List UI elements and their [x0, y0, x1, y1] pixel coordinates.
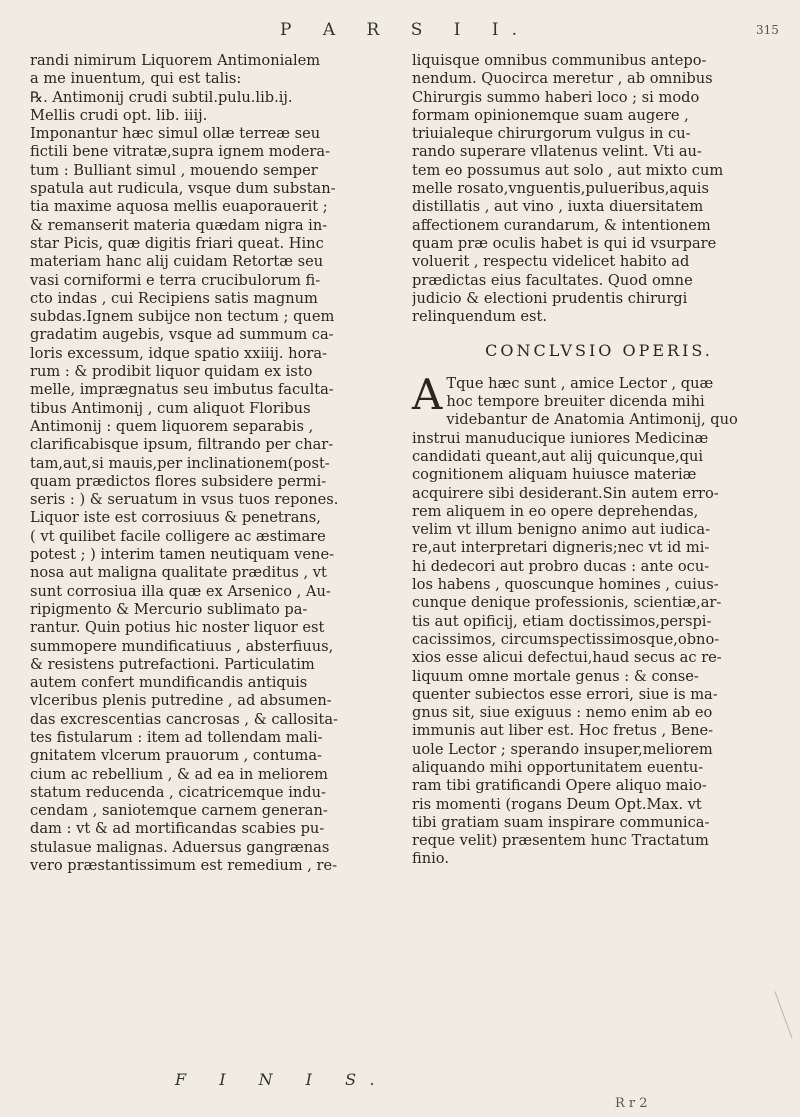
text-line: acquirere sibi desiderant.Sin autem erro-: [412, 484, 719, 502]
text-line: judicio & electioni prudentis chirurgi: [412, 289, 688, 307]
bleed-through-mark: [774, 991, 792, 1038]
text-line: Liquor iste est corrosiuus & penetrans,: [30, 509, 321, 527]
text-line: cacissimos, circumspectissimosque,obno-: [412, 630, 720, 648]
text-line: star Picis, quæ digitis friari queat. Hinc: [30, 234, 324, 252]
text-line: seris : ) & seruatum in vsus tuos repones.: [30, 491, 339, 509]
conclusion-paragraph: [412, 369, 786, 869]
text-line: cto indas , cui Recipiens satis magnum: [30, 289, 318, 307]
text-line: tibi gratiam suam inspirare communica-: [412, 813, 710, 831]
text-line: a me inuentum, qui est talis:: [30, 70, 242, 88]
text-line: rando superare vllatenus velint. Vti au-: [412, 143, 702, 161]
text-line: relinquendum est.: [412, 308, 547, 326]
text-line: vasi corniformi e terra crucibulorum fi-: [30, 271, 321, 289]
text-line: dam : vt & ad mortificandas scabies pu-: [30, 820, 325, 838]
text-line: melle, imprægnatus seu imbutus faculta-: [30, 381, 334, 399]
text-line: velim vt illum benigno animo aut iudica-: [412, 521, 711, 539]
text-line: Tque hæc sunt , amice Lector , quæ: [446, 374, 714, 392]
drop-cap: A: [412, 369, 443, 419]
right-column: [412, 52, 786, 869]
text-line: das excrescentias cancrosas , & callosita-: [30, 710, 338, 728]
text-line: tibus Antimonij , cum aliquot Floribus: [30, 399, 311, 417]
page-number: 315: [756, 23, 779, 37]
text-line: fictili bene vitratæ,supra ignem modera-: [30, 143, 331, 161]
text-line: reque velit) præsentem hunc Tractatum: [412, 832, 709, 850]
text-line: tes fistularum : item ad tollendam mali-: [30, 728, 323, 746]
text-line: liquum omne mortale genus : & conse-: [412, 667, 699, 685]
text-line: candidati queant,aut alij quicunque,qui: [412, 447, 704, 465]
text-line: quenter subiectos esse errori, siue is ma-: [412, 685, 718, 703]
text-line: materiam hanc alij cuidam Retortæ seu: [30, 253, 324, 271]
text-line: cendam , saniotemque carnem generan-: [30, 802, 328, 820]
text-line: ris momenti (rogans Deum Opt.Max. vt: [412, 795, 702, 813]
text-line: tis aut opificij, etiam doctissimos,perspi-: [412, 612, 712, 630]
text-line: cognitionem aliquam huiusce materiæ: [412, 466, 697, 484]
text-line: affectionem curandarum, & intentionem: [412, 216, 711, 234]
text-line: autem confert mundificandis antiquis: [30, 674, 308, 692]
text-line: statum reducenda , cicatricemque indu-: [30, 783, 326, 801]
text-line: xios esse alicui defectui,haud secus ac re-: [412, 649, 722, 667]
text-line: ram tibi gratificandi Opere aliquo maio-: [412, 777, 707, 795]
text-line: prædictas eius facultates. Quod omne: [412, 271, 693, 289]
text-line: re,aut interpretari digneris;nec vt id mi-: [412, 539, 710, 557]
text-line: ( vt quilibet facile colligere ac æstimare: [30, 527, 326, 545]
text-line: vlceribus plenis putredine , ad absumen-: [30, 692, 332, 710]
left-column: [30, 52, 398, 875]
text-line: subdas.Ignem subijce non tectum ; quem: [30, 308, 335, 326]
text-line: hoc tempore breuiter dicenda mihi: [446, 393, 705, 411]
text-line: liquisque omnibus communibus antepo-: [412, 52, 707, 69]
text-line: distillatis , aut vino , iuxta diuersitatem: [412, 198, 704, 216]
signature-mark: R r 2: [615, 1096, 648, 1111]
text-line: finio.: [412, 850, 449, 868]
text-line: rum : & prodibit liquor quidam ex isto: [30, 363, 313, 381]
text-line: triuialeque chirurgorum vulgus in cu-: [412, 125, 691, 143]
text-line: formam opinionemque suam augere ,: [412, 106, 689, 124]
text-line: gradatim augebis, vsque ad summum ca-: [30, 326, 334, 344]
text-line: ripigmento & Mercurio sublimato pa-: [30, 600, 308, 618]
text-line: Chirurgis summo haberi loco ; si modo: [412, 88, 700, 106]
text-line: cunque denique professionis, scientiæ,ar-: [412, 594, 722, 612]
text-line: rantur. Quin potius hic noster liquor est: [30, 619, 325, 637]
text-line: vero præstantissimum est remedium , re-: [30, 857, 338, 875]
text-line: videbantur de Anatomia Antimonij, quo: [446, 411, 738, 429]
text-line: summopere mundificatiuus , absterfiuus,: [30, 637, 334, 655]
text-line: cium ac rebellium , & ad ea in meliorem: [30, 765, 329, 783]
text-line: randi nimirum Liquorem Antimonialem: [30, 52, 321, 69]
text-line: instrui manuducique iuniores Medicinæ: [412, 429, 709, 447]
text-line: tum : Bulliant simul , mouendo semper: [30, 161, 318, 179]
text-line: sunt corrosiua illa quæ ex Arsenico , Au-: [30, 582, 331, 600]
text-line: ℞. Antimonij crudi subtil.pulu.lib.ij.: [30, 88, 293, 106]
text-line: hi dedecori aut probro ducas : ante ocu-: [412, 557, 710, 575]
text-line: tam,aut,si mauis,per inclinationem(post-: [30, 454, 330, 472]
text-line: rem aliquem in eo opere deprehendas,: [412, 502, 699, 520]
text-line: nendum. Quocirca meretur , ab omnibus: [412, 70, 713, 88]
text-line: clarificabisque ipsum, filtrando per char-: [30, 436, 334, 454]
text-line: Antimonij : quem liquorem separabis ,: [30, 417, 314, 435]
text-line: uole Lector ; sperando insuper,meliorem: [412, 740, 713, 758]
text-line: voluerit , respectu videlicet habito ad: [412, 253, 690, 271]
text-line: immunis aut liber est. Hoc fretus , Bene-: [412, 722, 714, 740]
section-heading: CONCLVSIO OPERIS.: [485, 341, 713, 361]
text-line: los habens , quoscunque homines , cuius-: [412, 576, 719, 594]
text-line: spatula aut rudicula, vsque dum substan-: [30, 180, 336, 198]
finis-mark: F I N I S.: [175, 1070, 389, 1089]
text-line: Mellis crudi opt. lib. iiij.: [30, 106, 208, 124]
text-line: aliquando mihi opportunitatem euentu-: [412, 758, 704, 776]
text-line: loris excessum, idque spatio xxiiij. hora-: [30, 344, 327, 362]
right-column-text-before: [412, 52, 786, 326]
text-line: tem eo possumus aut solo , aut mixto cum: [412, 161, 724, 179]
text-line: quam prædictos flores subsidere permi-: [30, 472, 327, 490]
text-line: potest ; ) interim tamen neutiquam vene-: [30, 546, 335, 564]
text-line: nosa aut maligna qualitate præditus , vt: [30, 564, 327, 582]
text-line: melle rosato,vnguentis,pulueribus,aquis: [412, 180, 709, 198]
text-line: quam præ oculis habet is qui id vsurpare: [412, 234, 717, 252]
text-line: stulasue malignas. Aduersus gangrænas: [30, 838, 330, 856]
text-line: tia maxime aquosa mellis euaporauerit ;: [30, 198, 328, 216]
running-head: P A R S I I.: [280, 20, 531, 40]
text-line: & resistens putrefactioni. Particulatim: [30, 655, 315, 673]
text-line: Imponantur hæc simul ollæ terreæ seu: [30, 125, 321, 143]
text-line: gnus sit, siue exiguus : nemo enim ab eo: [412, 704, 713, 722]
text-line: & remanserit materia quædam nigra in-: [30, 216, 328, 234]
text-line: gnitatem vlcerum prauorum , contuma-: [30, 747, 322, 765]
